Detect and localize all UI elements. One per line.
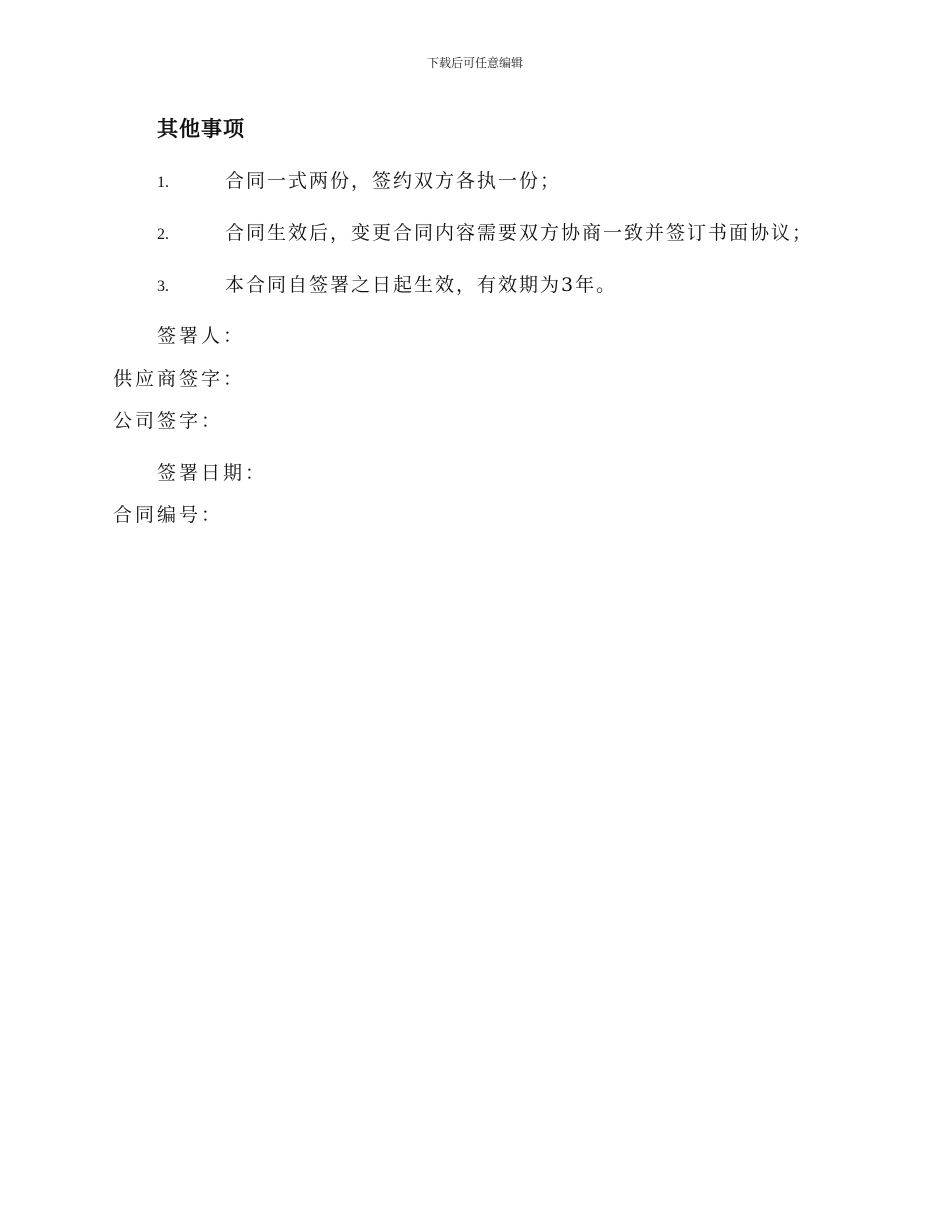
list-item-number: 2. [157,226,169,243]
signatory-label: 签署人： [157,325,246,347]
header-note: 下载后可任意编辑 [426,56,523,70]
list-item-number: 1. [157,174,169,191]
supplier-signature-label: 供应商签字： [113,368,246,390]
sign-date-label: 签署日期： [157,462,268,484]
list-item-text: 合同一式两份，签约双方各执一份； [225,170,562,192]
list-item [157,166,561,193]
list-item-number: 3. [157,278,169,295]
list-item-text: 合同生效后，变更合同内容需要双方协商一致并签订书面协议； [225,222,814,244]
list-item [157,218,813,245]
company-signature-label: 公司签字： [113,410,224,432]
list-item-text: 本合同自签署之日起生效，有效期为3年。 [225,274,618,296]
list-item [157,270,617,297]
section-title: 其他事项 [157,117,245,141]
contract-number-label: 合同编号： [113,504,224,526]
